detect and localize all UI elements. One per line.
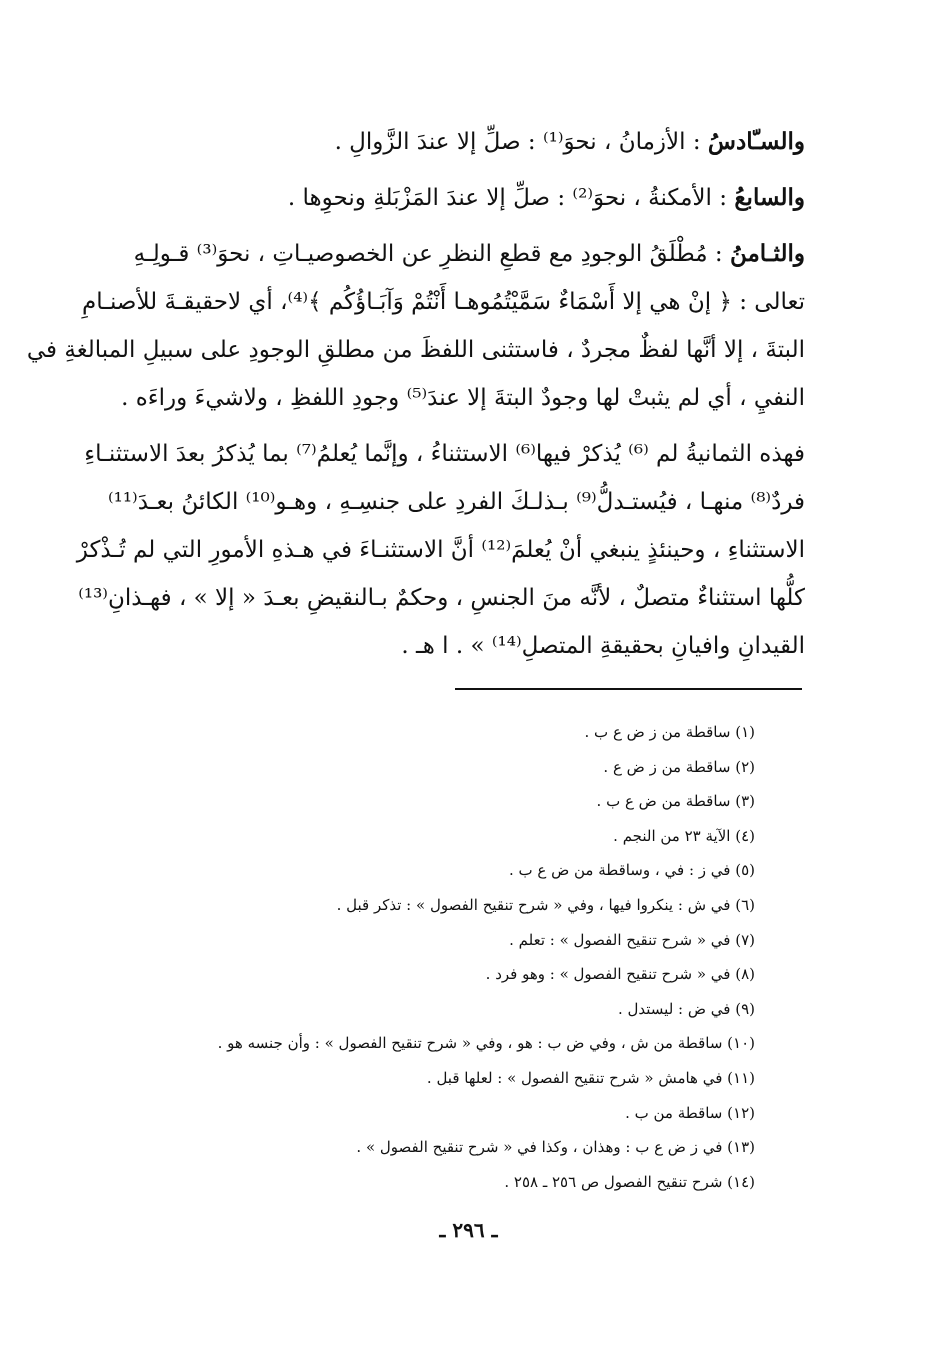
text-line: القيدانِ وافيانِ بحقيقةِ المتصلِ⁽¹⁴⁾ » . ا هـ . [401,633,805,659]
footnote-separator [455,688,802,690]
item-text: : مُطْلَقُ الوجودِ مع قطعِ النظرِ عن الخصوصيـاتِ ، نحوَ⁽³⁾ قـولِـهِ [133,241,723,267]
footnotes [120,715,755,1199]
footnote: (١٣) في ز ض ع ب : وهذان ، وكذا في « شرح تنقيح الفصول » . [356,1138,755,1157]
footnote: (٩) في ض : ليستدل . [617,999,755,1018]
footnote: (١) ساقطة من ز ض ع ب . [584,723,755,741]
paragraph-seventh [105,174,805,222]
footnote: (٨) في « شرح تنقيح الفصول » : وهو فرد . [485,965,755,984]
footnote: (٤) الآية ٢٣ من النجم . [613,826,755,845]
item-label: والسابعُ [734,184,805,211]
text-line: البتةَ ، إلا أنَّها لفظٌ مجردٌ ، فاستثنى اللفظَ من مطلقِ الوجودِ على سبيلِ المبالغةِ في [26,337,805,363]
footnote: (١٤) شرح تنقيح الفصول ص ٢٥٦ ـ ٢٥٨ . [504,1172,755,1191]
paragraph-conclusion [76,430,805,670]
text-line: فردٌ⁽⁸⁾ منهـا ، فيُستـدلُّ⁽⁹⁾ بـذلـكَ الفردِ على جنسِـهِ ، وهـو⁽¹⁰⁾ الكائنُ بعـدَ⁽¹¹⁾ [107,489,805,515]
footnote: (١٢) ساقطة من ب . [625,1103,755,1122]
footnote: (٣) ساقطة من ض ع ب . [596,792,755,811]
text-line [105,230,805,278]
text-line: النفيِ ، أي لم يثبتْ لها وجودٌ البتةَ إلا عندَ⁽⁵⁾ وجودِ اللفظِ ، ولاشيءَ وراءَه . [121,385,805,411]
text-line: الاستثناءِ ، وحينئذٍ ينبغي أنْ يُعلمَ⁽¹²⁾ أنَّ الاستثنـاءَ في هـذهِ الأمورِ التي لم تُـذْكرْ [76,537,805,563]
footnote: (٢) ساقطة من ز ض ع . [603,757,755,776]
footnote: (٦) في ش : ينكروا فيها ، وفي « شرح تنقيح الفصول » : تذكر قبل . [336,895,755,914]
footnote: (٥) في ز : في ، وساقطة من ض ع ب . [508,861,755,880]
item-text: : الأزمانُ ، نحوَ⁽¹⁾ : صلِّ إلا عندَ الزَّوالِ . [334,129,701,155]
paragraph-sixth [105,118,805,166]
text-line: تعالى : ﴿ إنْ هي إلا أَسْمَاءٌ سَمَّيْتُمُوهـا أَنْتُمْ وَآبَـاؤُكُم ﴾⁽⁴⁾، أي لاحقيقـةَ للأصنـامِ [81,289,805,315]
footnote: (٧) في « شرح تنقيح الفصول » : تعلم . [509,930,755,949]
text-line: فهذه الثمانيةُ لم ⁽⁶⁾ يُذكرْ فيها⁽⁶⁾ الاستثناءُ ، وإنَّما يُعلمُ⁽⁷⁾ بما يُذكرُ بعدَ الاستثنـاءِ [84,441,805,467]
paragraph-eighth [26,230,805,422]
footnote: (١٠) ساقطة من ش ، وفي ض ب : هو ، وفي « شرح تنقيح الفصول » : وأن جنسه هو . [217,1034,755,1053]
item-label: والثـامنُ [729,240,805,267]
item-label: والسـّادسُ [707,128,805,155]
text-line: كلُّها استثناءٌ متصلٌ ، لأنَّه منَ الجنسِ ، وحكمٌ بـالنقيضِ بعـدَ « إلا » ، فهـذانِ⁽¹³⁾ [78,585,805,611]
item-text: : الأمكنةُ ، نحوَ⁽²⁾ : صلِّ إلا عندَ المَزْبَلةِ ونحوِها . [287,185,727,211]
footnote: (١١) في هامش « شرح تنقيح الفصول » : لعلها قبل . [426,1068,755,1087]
page-number: ـ ٢٩٦ ـ [439,1218,498,1242]
main-text [26,118,805,678]
text-line [105,118,805,166]
text-line [105,174,805,222]
